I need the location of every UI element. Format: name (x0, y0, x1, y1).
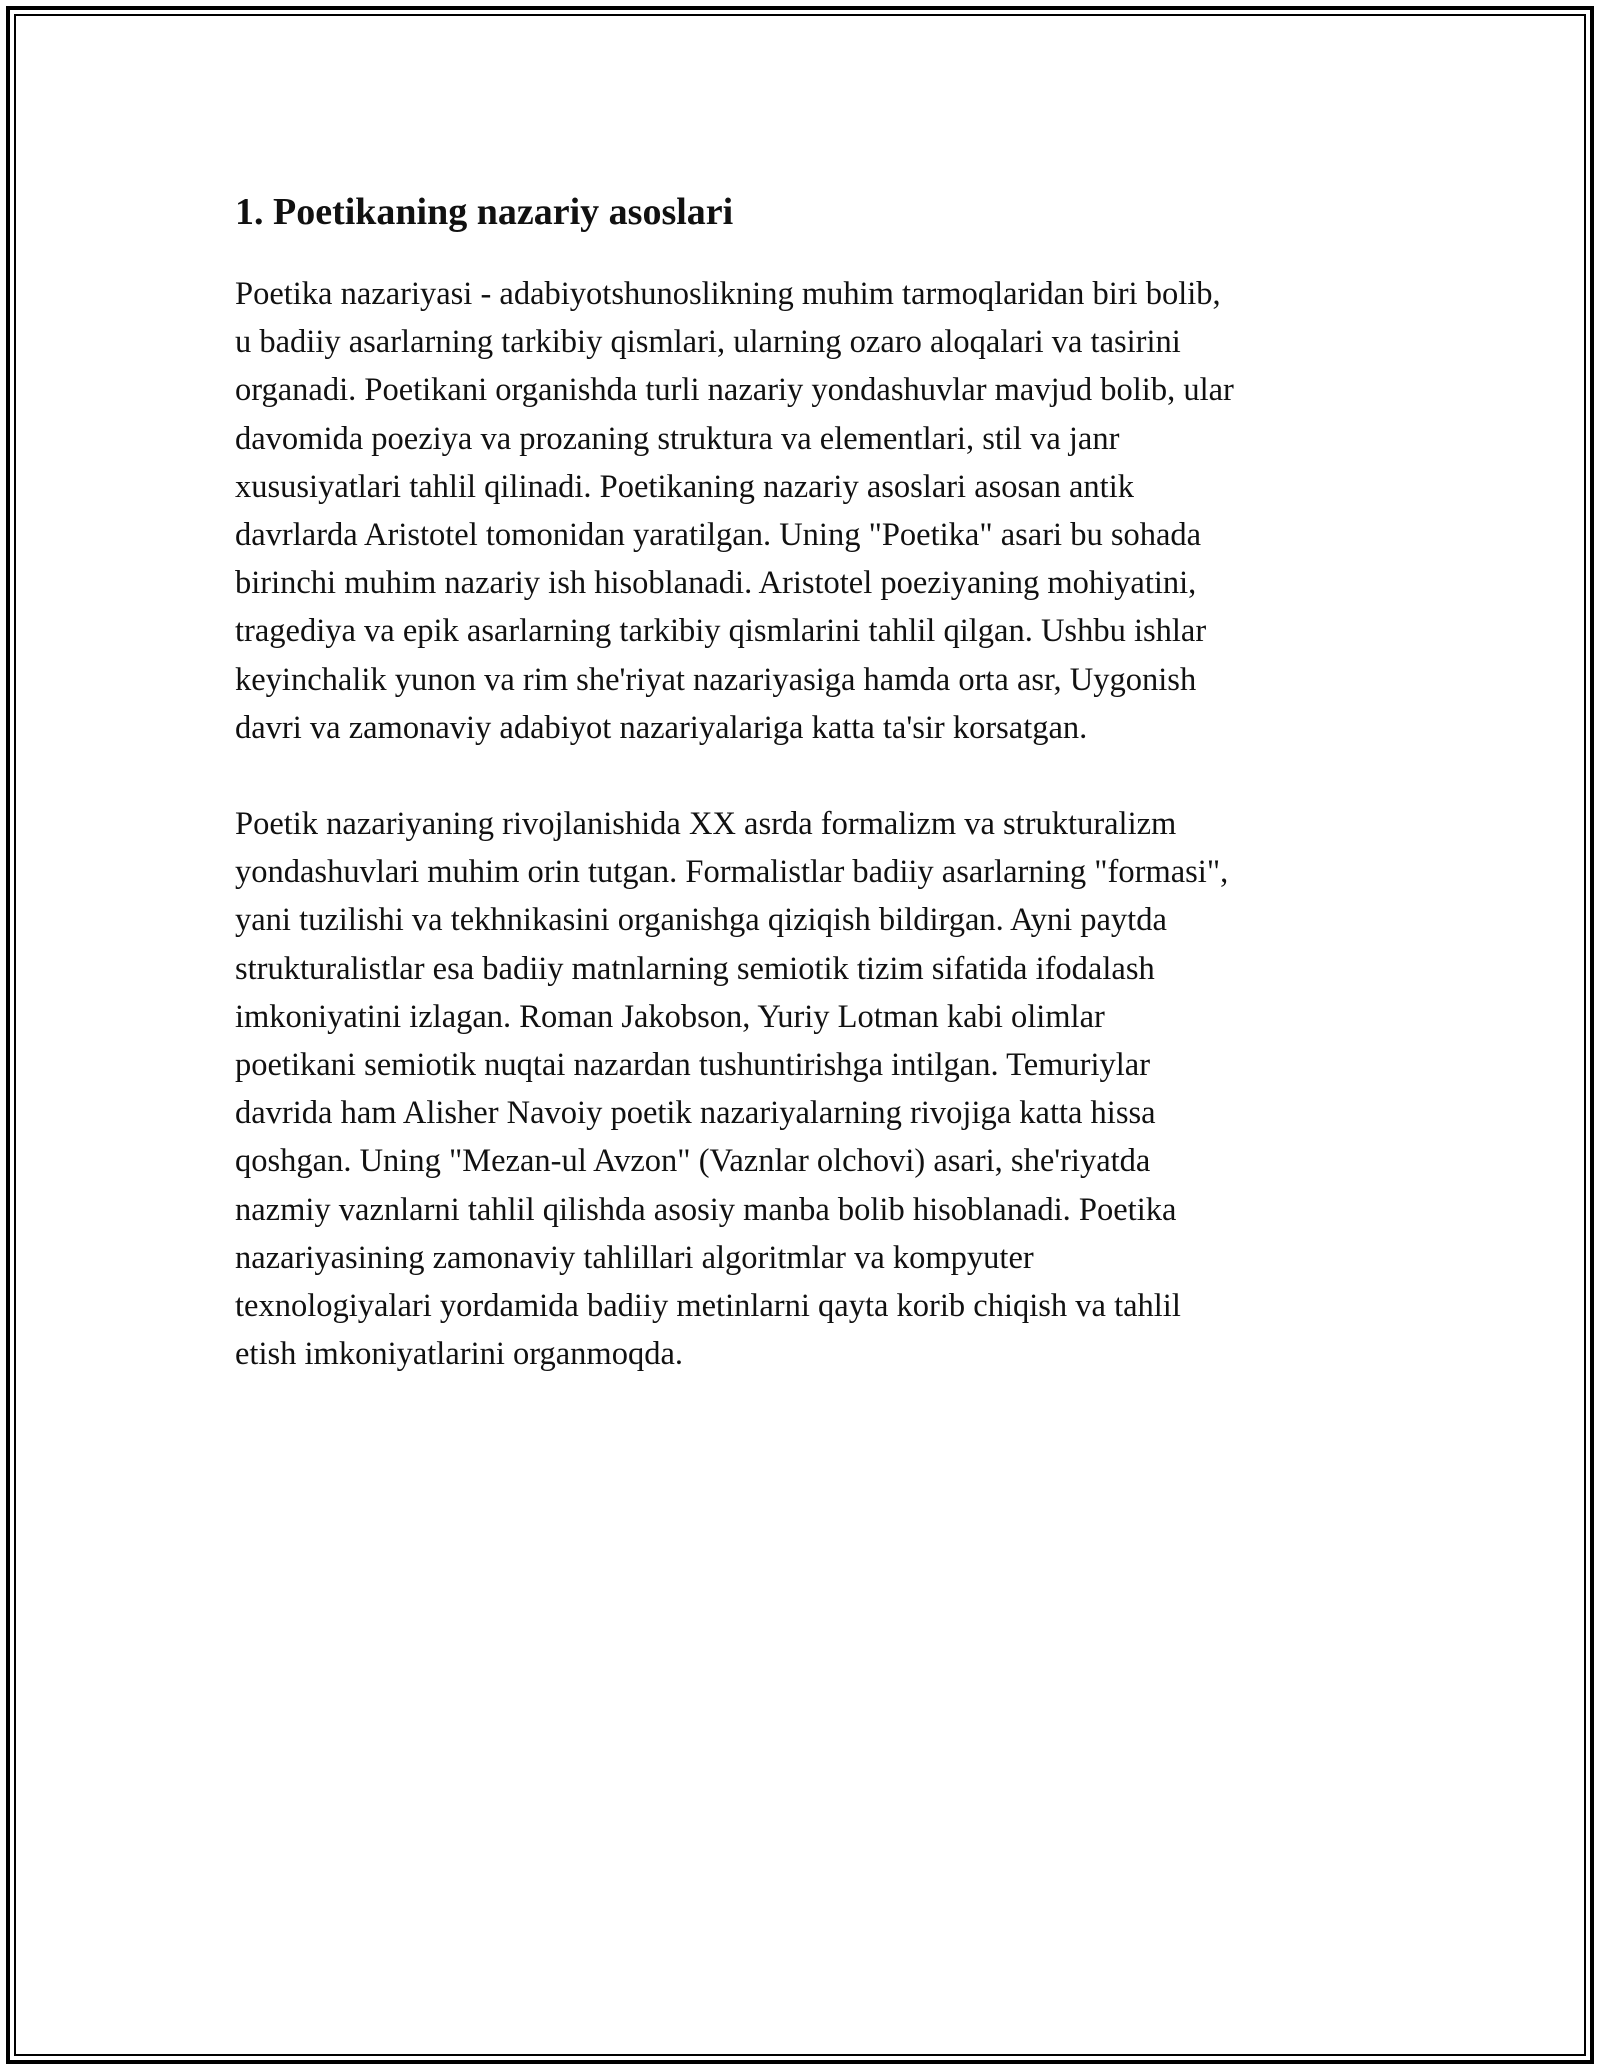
paragraph-2: Poetik nazariyaning rivojlanishida XX asrda formalizm va strukturalizm yondashuvlari muhim orin tutgan. Formalistlar badiiy asarlarning "formasi", yani tuzilishi va tekhnikasini organishga qiziqish bildirgan. Ayni paytda strukturalistlar esa badiiy matnlarning semiotik tizim sifatida ifodalash imkoniyatini izlagan. Roman Jakobson, Yuriy Lotman kabi olimlar poetikani semiotik nuqtai nazardan tushuntirishga intilgan. Temuriylar davrida ham Alisher Navoiy poetik nazariyalarning rivojiga katta hissa qoshgan. Uning "Mezan-ul Avzon" (Vaznlar olchovi) asari, she'riyatda nazmiy vaznlarni tahlil qilishda asosiy manba bolib hisoblanadi. Poetika nazariyasining zamonaviy tahlillari algoritmlar va kompyuter texnologiyalari yordamida badiiy metinlarni qayta korib chiqish va tahlil etish imkoniyatlarini organmoqda. (235, 806, 1229, 1373)
paragraph-1: Poetika nazariyasi - adabiyotshunoslikning muhim tarmoqlaridan biri bolib, u badiiy asarlarning tarkibiy qismlari, ularning ozaro aloqalari va tasirini organadi. Poetikani organishda turli nazariy yondashuvlar mavjud bolib, ular davomida poeziya va prozaning struktura va elementlari, stil va janr xususiyatlari tahlil qilinadi. Poetikaning nazariy asoslari asosan antik davrlarda Aristotel tomonidan yaratilgan. Uning "Poetika" asari bu sohada birinchi muhim nazariy ish hisoblanadi. Aristotel poeziyaning mohiyatini, tragediya va epik asarlarning tarkibiy qismlarini tahlil qilgan. Ushbu ishlar keyinchalik yunon va rim she'riyat nazariyasiga hamda orta asr, Uygonish davri va zamonaviy adabiyot nazariyalariga katta ta'sir korsatgan. (235, 276, 1234, 746)
section-heading: 1. Poetikaning nazariy asoslari (235, 191, 734, 233)
document-body (235, 188, 1375, 1426)
